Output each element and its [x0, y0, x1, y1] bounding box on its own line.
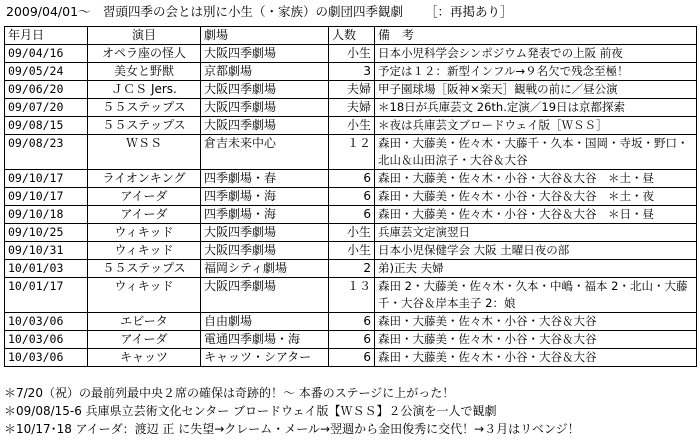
table-row [5, 206, 697, 224]
cell-show: キャッツ [88, 349, 201, 367]
table-row [5, 170, 697, 188]
cell-venue: 大阪四季劇場 [201, 81, 329, 99]
cell-show: アイーダ [88, 188, 201, 206]
cell-remark: 兵庫芸文定演翌日 [375, 224, 697, 242]
cell-date: 10/03/06 [5, 313, 88, 331]
cell-show: オペラ座の怪人 [88, 45, 201, 63]
table-row [5, 242, 697, 260]
cell-show: ＪＣＳ Jers. [88, 81, 201, 99]
table-row [5, 313, 697, 331]
cell-date: 09/10/17 [5, 188, 88, 206]
cell-show: エビータ [88, 313, 201, 331]
table-row [5, 63, 697, 81]
cell-venue: 大阪四季劇場 [201, 117, 329, 135]
cell-count: 6 [329, 349, 375, 367]
page-title [6, 3, 513, 21]
table-row [5, 81, 697, 99]
cell-date: 09/10/25 [5, 224, 88, 242]
cell-venue: 大阪四季劇場 [201, 278, 329, 313]
cell-remark: 森田・大藤美・佐々木・小谷・大谷＆大谷 [375, 331, 697, 349]
cell-date: 09/08/15 [5, 117, 88, 135]
cell-venue: 自由劇場 [201, 313, 329, 331]
cell-remark: 森田・大藤美・佐々木・大藤千・久本・国岡・寺坂・野口・北山＆山田涼子・大谷＆大谷 [375, 135, 697, 170]
cell-remark: ＊夜は兵庫芸文ブロードウェイ版［ＷＳＳ］ [375, 117, 697, 135]
title-text: 2009/04/01～ 習頭四季の会とは別に小生（・家族）の劇団四季観劇 [6, 4, 404, 19]
table-row [5, 117, 697, 135]
theater-log-table [4, 26, 697, 367]
cell-venue: 倉吉未来中心 [201, 135, 329, 170]
cell-date: 10/01/03 [5, 260, 88, 278]
table-row [5, 278, 697, 313]
cell-venue: 四季劇場・春 [201, 170, 329, 188]
footnote-line: ＊7/20（祝）の最前列最中央２席の確保は奇跡的！～ 本番のステージに上がった！ [4, 386, 455, 400]
cell-show: ５５ステップス [88, 99, 201, 117]
cell-venue: 大阪四季劇場 [201, 45, 329, 63]
cell-show: ウィキッド [88, 278, 201, 313]
cell-count: １３ [329, 278, 375, 313]
cell-count: 6 [329, 331, 375, 349]
cell-show: ５５ステップス [88, 117, 201, 135]
cell-venue: 大阪四季劇場 [201, 224, 329, 242]
col-header-remark: 備 考 [375, 27, 697, 45]
cell-count: 夫婦 [329, 99, 375, 117]
footnote-line: ＊09/08/15-6 兵庫県立芸術文化センター ブロードウェイ版【ＷＳＳ】２公演を一人で観劇 [4, 404, 497, 418]
cell-count: 3 [329, 63, 375, 81]
repost-note: ［：再掲あり］ [425, 4, 513, 19]
cell-date: 10/03/06 [5, 349, 88, 367]
cell-show: ５５ステップス [88, 260, 201, 278]
cell-date: 09/10/17 [5, 170, 88, 188]
cell-show: ライオンキング [88, 170, 201, 188]
cell-date: 09/10/18 [5, 206, 88, 224]
table-row [5, 45, 697, 63]
cell-venue: 四季劇場・海 [201, 188, 329, 206]
table-row [5, 349, 697, 367]
cell-date: 09/07/20 [5, 99, 88, 117]
cell-venue: 電通四季劇場・海 [201, 331, 329, 349]
table-row [5, 224, 697, 242]
cell-count: 小生 [329, 117, 375, 135]
cell-remark: 森田・大藤美・佐々木・小谷・大谷＆大谷 ＊日・昼 [375, 206, 697, 224]
cell-count: 夫婦 [329, 81, 375, 99]
cell-remark: 予定は１２：新型インフル→９名欠で残念至極！ [375, 63, 697, 81]
cell-show: ウィキッド [88, 224, 201, 242]
cell-count: 6 [329, 206, 375, 224]
cell-remark: 森田・大藤美・佐々木・小谷・大谷＆大谷 ＊土・昼 [375, 170, 697, 188]
cell-count: 6 [329, 188, 375, 206]
cell-count: 小生 [329, 224, 375, 242]
table-header-row [5, 27, 697, 45]
table-row [5, 331, 697, 349]
cell-date: 09/08/23 [5, 135, 88, 170]
cell-venue: 大阪四季劇場 [201, 242, 329, 260]
table-body [5, 45, 697, 367]
cell-date: 09/06/20 [5, 81, 88, 99]
cell-remark: 弟)正夫 夫婦 [375, 260, 697, 278]
footnote-line: ＊10/17･18 アイーダ：渡辺 正 に失望→クレーム・メール→翌週から金田俊秀に交代！→３月はリベンジ！ [4, 422, 580, 436]
cell-show: 美女と野獣 [88, 63, 201, 81]
cell-show: ウィキッド [88, 242, 201, 260]
cell-remark: 森田・大藤美・佐々木・小谷・大谷＆大谷 [375, 349, 697, 367]
cell-venue: 福岡シティ劇場 [201, 260, 329, 278]
cell-venue: キャッツ・シアター [201, 349, 329, 367]
cell-show: アイーダ [88, 331, 201, 349]
table-row [5, 188, 697, 206]
col-header-count: 人数 [329, 27, 375, 45]
cell-date: 09/10/31 [5, 242, 88, 260]
cell-count: 小生 [329, 242, 375, 260]
cell-count: 小生 [329, 45, 375, 63]
cell-count: 6 [329, 313, 375, 331]
table-row [5, 135, 697, 170]
cell-remark: 日本小児保健学会 大阪 土曜日夜の部 [375, 242, 697, 260]
table-row [5, 99, 697, 117]
cell-remark: 日本小児科学会シンポジウム発表での上阪 前夜 [375, 45, 697, 63]
cell-remark: 森田 2・大藤美・佐々木・久本・中嶋・福本 2・北山・大藤千・大谷＆岸本圭子 2：娘 [375, 278, 697, 313]
table-row [5, 260, 697, 278]
cell-count: 6 [329, 170, 375, 188]
col-header-venue: 劇場 [201, 27, 329, 45]
cell-count: １２ [329, 135, 375, 170]
cell-remark: 森田・大藤美・佐々木・小谷・大谷＆大谷 ＊土・夜 [375, 188, 697, 206]
cell-show: アイーダ [88, 206, 201, 224]
cell-venue: 四季劇場・海 [201, 206, 329, 224]
cell-date: 10/03/06 [5, 331, 88, 349]
cell-date: 10/01/17 [5, 278, 88, 313]
cell-venue: 京都劇場 [201, 63, 329, 81]
cell-remark: 甲子園球場［阪神×楽天］観戦の前に／昼公演 [375, 81, 697, 99]
cell-show: ＷＳＳ [88, 135, 201, 170]
col-header-date: 年月日 [5, 27, 88, 45]
cell-remark: ＊18日が兵庫芸文 26th.定演／19日は京都探索 [375, 99, 697, 117]
cell-venue: 大阪四季劇場 [201, 99, 329, 117]
col-header-show: 演目 [88, 27, 201, 45]
cell-date: 09/04/16 [5, 45, 88, 63]
cell-remark: 森田・大藤美・佐々木・小谷・大谷＆大谷 [375, 313, 697, 331]
cell-count: 2 [329, 260, 375, 278]
cell-date: 09/05/24 [5, 63, 88, 81]
